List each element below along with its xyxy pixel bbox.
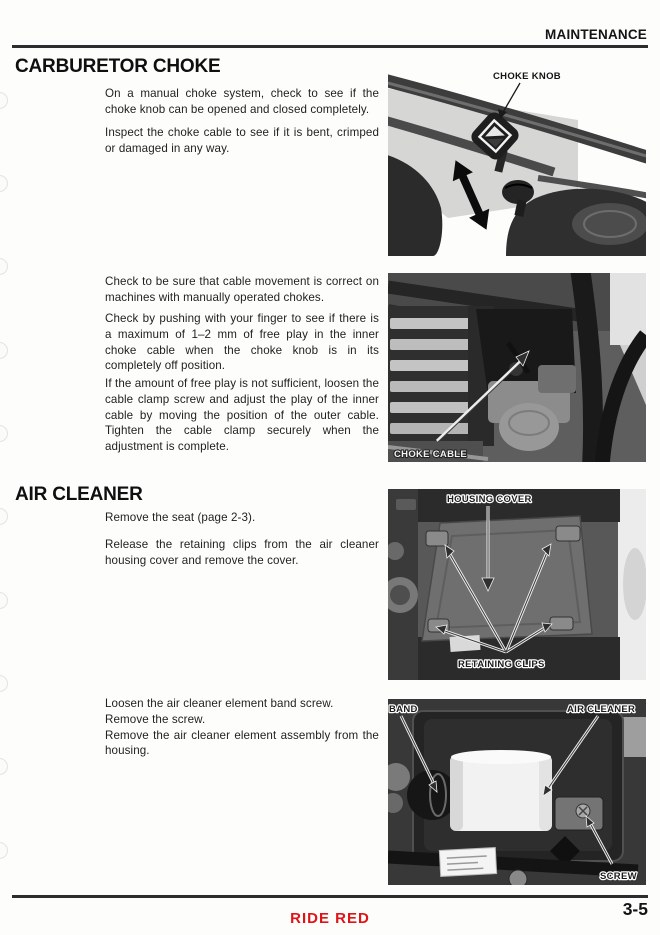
binding-hole: [0, 425, 8, 442]
photo-artwork: [388, 80, 646, 256]
binding-hole: [0, 508, 8, 525]
photo-artwork: [388, 489, 646, 680]
choke-cable-photo: [388, 273, 646, 462]
section-heading-carburetor-choke: CARBURETOR CHOKE: [15, 56, 221, 77]
paragraph: Remove the seat (page 2-3).: [105, 511, 256, 524]
section-heading-air-cleaner: AIR CLEANER: [15, 484, 143, 505]
binding-hole: [0, 758, 8, 775]
retaining-clips-label: RETAINING CLIPS: [458, 659, 545, 670]
paragraph: On a manual choke system, check to see if the choke knob can be opened and closed completely.: [105, 87, 379, 116]
paragraph: Release the retaining clips from the air cleaner housing cover and remove the cover.: [105, 538, 379, 567]
ride-red-slogan: RIDE RED: [290, 910, 370, 927]
housing-cover-photo: [388, 489, 646, 680]
binding-hole: [0, 342, 8, 359]
binding-hole: [0, 842, 8, 859]
paragraph: Check to be sure that cable movement is correct on machines with manually operated chokes.: [105, 275, 379, 304]
step-line: Loosen the air cleaner element band screw.: [105, 697, 334, 710]
binding-hole: [0, 592, 8, 609]
step-line: Remove the air cleaner element assembly from the housing.: [105, 728, 379, 758]
choke-cable-label: CHOKE CABLE: [394, 449, 467, 460]
choke-knob-label: CHOKE KNOB: [493, 71, 561, 82]
step-line: Remove the screw.: [105, 712, 206, 726]
paragraph: If the amount of free play is not sufficient, loosen the cable clamp screw and adjust the play of the inner cable by moving the position of the outer cable. Tighten the cable clamp securely when the adjustment is complete.: [105, 377, 379, 454]
air-cleaner-photo: [388, 699, 646, 885]
step-list: [105, 696, 379, 759]
binding-hole: [0, 675, 8, 692]
air-cleaner-label: AIR CLEANER: [567, 704, 636, 715]
paragraph: Inspect the choke cable to see if it is bent, crimped or damaged in any way.: [105, 126, 379, 155]
footer-rule: [12, 895, 648, 898]
choke-knob-photo: [388, 66, 646, 256]
binding-hole: [0, 92, 8, 109]
paragraph: Check by pushing with your finger to see if there is a maximum of 1–2 mm of free play in the inner choke cable when the choke knob is in its completely off position.: [105, 312, 379, 373]
screw-label: SCREW: [600, 871, 637, 882]
band-label: BAND: [389, 704, 418, 715]
binding-hole: [0, 258, 8, 275]
binding-hole: [0, 175, 8, 192]
page-header-title: MAINTENANCE: [545, 27, 647, 42]
page-number: 3-5: [622, 899, 648, 919]
photo-artwork: [388, 273, 646, 462]
housing-cover-label: HOUSING COVER: [447, 494, 532, 505]
header-rule: [12, 45, 648, 48]
